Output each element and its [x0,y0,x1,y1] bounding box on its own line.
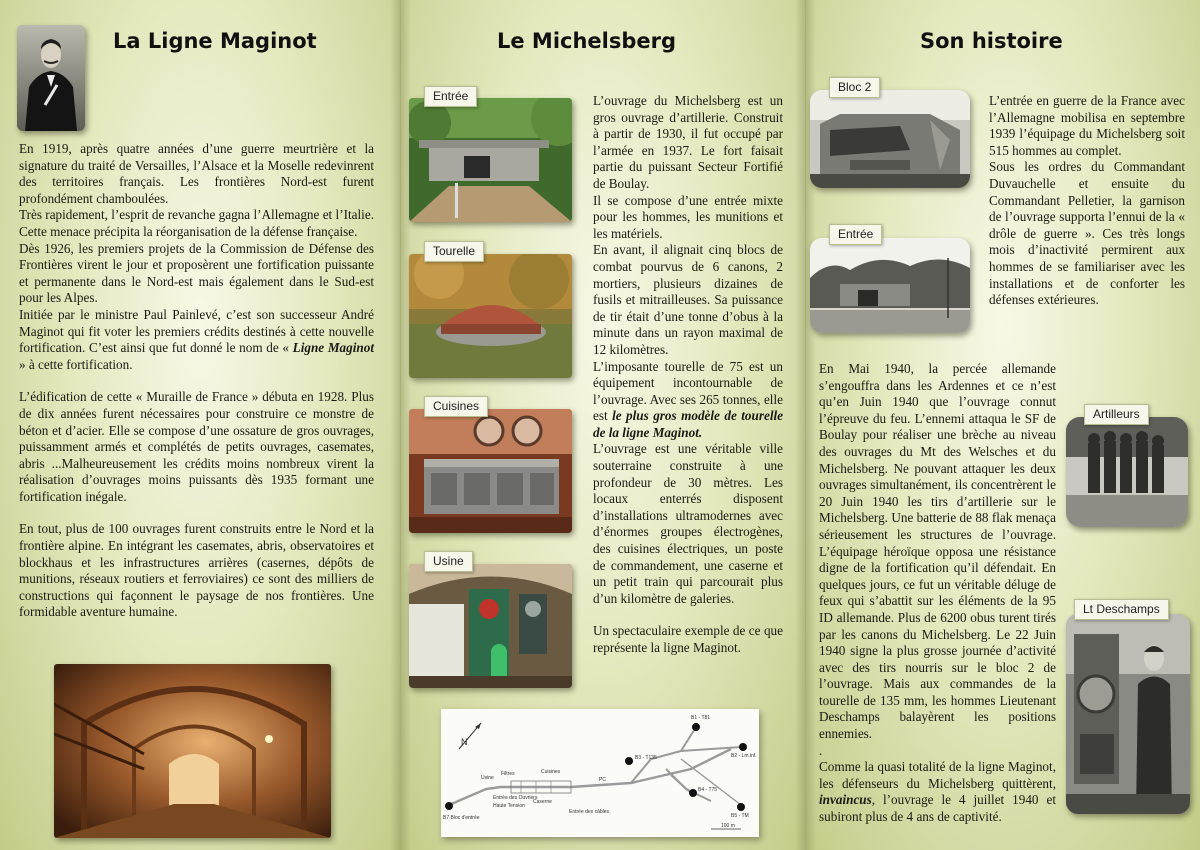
artilleurs-photo [1066,417,1188,527]
bloc-2-label: Bloc 2 [829,77,880,98]
right-text-block-1 [989,93,1185,309]
map-label: Haute Tension [493,803,525,809]
ligne-maginot-emphasis: Ligne Maginot [292,340,374,356]
artilleurs-label: Artilleurs [1084,404,1149,425]
tunnel-photo [54,664,331,838]
right-paragraph: Sous les ordres du Commandant Duvauchelle et ensuite du Commandant Pelletier, la garnison de l’ouvrage supporta l’ennui de la « drôle de guerre ». Ces très longs mois d’inactivité permirent aux hommes de se familiariser avec les installations et de conforter les défenses extérieures. [989,159,1185,308]
tourelle-label: Tourelle [424,241,484,262]
lt-deschamps-photo [1066,614,1190,814]
left-paragraph: Initiée par le ministre Paul Painlevé, c’est son successeur André Maginot qui fit voter les premiers crédits destinés à cette nouvelle fortification. C’est ainsi que fut donné le nom de « Ligne Maginot » à cette fortification. [19,306,374,372]
right-text-block-2 [819,361,1056,826]
middle-paragraph: En avant, il alignait cinq blocs de combat pourvus de 6 canons, 2 mortiers, plusieurs dizaines de fusils et mitrailleuses. Sa puissance de tir était d’une tonne d’obus à la minute dans un rayon maximal de 12 kilomètres. [593,242,783,357]
left-text-block-1 [19,141,374,621]
map-label: Entrée des Ouvriers [493,795,538,801]
cuisines-photo [409,409,572,533]
map-label: PC [599,777,606,783]
panel-le-michelsberg [400,0,805,850]
entree-historic-photo [810,238,970,333]
map-label: Filtres [501,771,515,777]
middle-paragraph: L’ouvrage du Michelsberg est un gros ouvrage d’artillerie. Construit à partir de 1930, il fut occupé par l’armée en 1937. Le fort faisait partie du puissant Secteur Fortifié de Boulay. [593,93,783,191]
invaincus-emphasis: invaincus [819,792,872,808]
map-label: Usine [481,775,494,781]
panel-la-ligne-maginot [0,0,400,850]
map-label: B3 - T135 [635,755,657,761]
map-label: Cuisines [541,769,561,775]
map-scale-label: 100 m [721,823,735,829]
map-label: B2 - Lm.inf. [731,753,757,759]
north-label: N [461,737,468,747]
usine-photo [409,564,572,688]
cuisines-label: Cuisines [424,396,488,417]
bloc-2-photo [810,90,970,188]
map-label: Caserne [533,799,552,805]
usine-label: Usine [424,551,473,572]
right-paragraph-dot: . [819,742,823,758]
left-paragraph: L’édification de cette « Muraille de France » débuta en 1928. Plus de dix années furent nécessaires pour construire ce monstre de béton et d’acier. Elle se compose d’une ossature de gros ouvrages, puissamment armés et complétés de petits ouvrages, casemates, abris ...Malheureusement les crédits moins nombreux virent la réalisation d’ouvrages moins puissants dès 1935 formant une fortification inégale. [19,389,374,504]
entree-historic-label: Entrée [829,224,882,245]
middle-paragraph: Un spectaculaire exemple de ce que représente la ligne Maginot. [593,623,783,655]
left-paragraph: Très rapidement, l’esprit de revanche gagna l’Allemagne et l’Italie. Cette menace précipita la réorganisation de la défense française. [19,207,374,239]
middle-paragraph: L’ouvrage est une véritable ville souterraine construite à une profondeur de 30 mètres. Les locaux enterrés disposent d’installations ultramodernes avec d’énormes groupes électrogènes, des cuisines électriques, un poste de commandement, une caserne et un petit train qui parcourait plus d’un kilomètre de galeries. [593,441,783,606]
entree-photo [409,98,572,222]
right-paragraph: L’entrée en guerre de la France avec l’Allemagne mobilisa en septembre 1939 l’équipage du Michelsberg soit 515 hommes au complet. [989,93,1185,158]
right-paragraph: Comme la quasi totalité de la ligne Maginot, les défenseurs du Michelsberg quittèrent, invaincus, l’ouvrage le 4 juillet 1940 et subiront plus de 4 ans de captivité. [819,759,1056,825]
tourelle-photo [409,254,572,378]
tourelle-emphasis: le plus gros modèle de tourelle de la ligne Maginot. [593,408,783,440]
map-label: B5 - TM [731,813,749,819]
middle-paragraph: L’imposante tourelle de 75 est un équipement incontournable de l’ouvrage. Avec ses 265 tonnes, elle est le plus gros modèle de tourelle de la ligne Maginot. [593,358,783,440]
left-paragraph: Dès 1926, les premiers projets de la Commission de Défense des Frontières virent le jour et proposèrent une fortification puissante et permanente dans le Nord-est mais également dans le Sud-est pour les Alpes. [19,240,374,306]
left-paragraph: En tout, plus de 100 ouvrages furent construits entre le Nord et la frontière alpine. En intégrant les casemates, abris, observatoires et blockhaus et les infrastructures arrières (casernes, dépôts de munitions, réseaux routiers et ferroviaires) ce sont des milliers de constructions qui façonnent le paysage de nos frontières. Une formidable aventure humaine. [19,521,374,620]
map-label: B1 - T81 [691,715,711,721]
right-panel-title: Son histoire [920,29,1063,53]
middle-paragraph: Il se compose d’une entrée mixte pour les hommes, les munitions et les matériels. [593,192,783,241]
map-label: B4 - T75 [698,787,718,793]
lt-deschamps-label: Lt Deschamps [1074,599,1169,620]
map-label: B7 Bloc d'entrée [443,815,480,821]
entree-label: Entrée [424,86,477,107]
middle-text-block [593,93,783,657]
map-label: Entrée des câbles [569,809,610,815]
left-paragraph: En 1919, après quatre années d’une guerre meurtrière et la signature du traité de Versailles, l’Alsace et la Moselle redevinrent des territoires français. Les frontières Nord-est furent profondément chamboulées. [19,141,374,206]
panel-son-histoire [805,0,1200,850]
site-map [441,709,759,837]
left-panel-title: La Ligne Maginot [113,29,317,53]
middle-panel-title: Le Michelsberg [497,29,677,53]
portrait-photo [17,25,85,131]
right-paragraph: En Mai 1940, la percée allemande s’engouffra dans les Ardennes et ce n’est qu’en Juin 1940 que l’ouvrage connut l’épreuve du feu. L’ennemi attaqua le SF de Boulay pour réaliser une brèche au niveau des ouvrages du Mt des Welsches et du Michelsberg. Ne pouvant attaquer les deux ouvrages simultanément, ils concentrèrent le 20 Juin 1940 les tirs d’artillerie sur le Michelsberg. Une batterie de 88 flak menaça sérieusement les structures de l’ouvrage. L’équipage héroïque opposa une résistance digne de la fortification qu’il défendait. En quelques jours, ce fut un véritable déluge de feux qui s’abattit sur les éléments de la 95 ID allemande. Plus de 6200 obus turent tirés par les canons du Michelsberg. Le 22 Juin 1940 signe la plus grosse journée d’activité avec des tirs nourris sur le bloc 2 de l’ouvrage. Mais aux commandes de la tourelle de 135 mm, les hommes Lieutenant Deschamps balayèrent les positions ennemies. [819,361,1056,742]
